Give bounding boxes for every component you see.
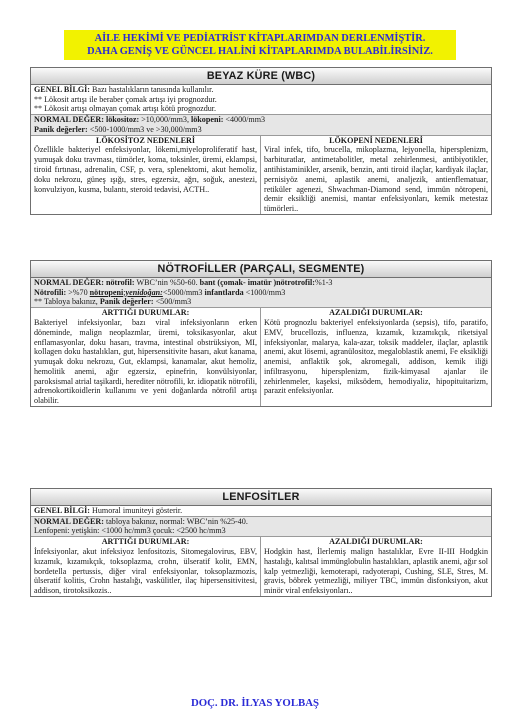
- lenfo-title: LENFOSİTLER: [31, 489, 491, 506]
- lenfo-columns: [31, 537, 491, 596]
- source-banner: [64, 30, 456, 60]
- wbc-columns: [31, 136, 491, 214]
- notrofil-columns: [31, 308, 491, 406]
- notrofil-bant-label: bant (çomak- imatür )nötrotrofil:: [199, 278, 315, 287]
- notrofili-label: Nötrofili:: [34, 287, 67, 297]
- notrofil-increase-title: ARTTIĞI DURUMLAR:: [101, 308, 190, 318]
- lenfo-decrease-text: Hodgkin hast, İlerlemiş malign hastalıklar, Evre II-III Hodgkin hastalığı, kalıtsal immünglobulin hastalıkları, aplastik anemi, ağır sol kalp yetmezliği, kemoterapi, radyoterapi, Cushing, SLE, Stres, M. gravis, böbrek yetmezliği, miliyer TBC, immün disfonksiyon, akut minör viral enfeksiyonları..: [264, 546, 488, 596]
- notrofil-note-a: ** Tabloya bakınız,: [34, 297, 100, 307]
- lenfo-genel-label: GENEL BİLGİ:: [34, 506, 90, 515]
- wbc-note-2: ** Lökosit artışı olmayan çomak artışı kötü prognozdur.: [34, 104, 217, 114]
- notrofil-normal-text: WBC’nin %50-60.: [134, 278, 200, 287]
- lenfopeni-line: Lenfopeni: yetişkin: <1000 hc/mm3 çocuk: <2500 hc/mm3: [34, 526, 226, 536]
- notrofil-normal-values: [31, 278, 491, 308]
- lenfo-decrease-column: [261, 537, 491, 596]
- yenidogan-label: yenidoğan:: [125, 287, 163, 297]
- author-signature: DOÇ. DR. İLYAS YOLBAŞ: [190, 697, 320, 709]
- infant-value: <1000/mm3: [243, 287, 286, 297]
- wbc-genel-text: Bazı hastalıkların tanısında kullanılır.: [90, 85, 214, 94]
- notrofil-panik-label: Panik değerler:: [99, 297, 154, 307]
- wbc-genel-label: GENEL BİLGİ:: [34, 85, 90, 94]
- lenfo-increase-title: ARTTIĞI DURUMLAR:: [101, 537, 190, 547]
- wbc-note-1: ** Lökosit artışı ile beraber çomak artışı iyi prognozdur.: [34, 94, 217, 104]
- lenfo-general-info: [31, 506, 491, 517]
- notrofil-decrease-text: Kötü prognozlu bakteriyel enfeksiyonlarda (sepsis), tifo, paratifo, EMV, brucellozis, influenza, kızamık, kızamıkçık, riketsiyal infeksiyonlar, malarya, kala-azar, toksik maddeler, ilaçlar, aplastik anemi, akut lösemi, agranülositoz, megaloblastik anemi, Fe eksikliği anemisi, anflaktik şok, akromegali, addison, kemik iliği infiltrasyonu, hipersplenizm, fizik-kimyasal ajanlar ile zehirlenmeler, kaşeksi, miksödem, hemodiyaliz, hipopituitarizm, parazit enfeksiyonlar.: [264, 317, 488, 396]
- lokopeni-column: [261, 136, 491, 214]
- lenfo-decrease-title: AZALDIĞI DURUMLAR:: [329, 537, 423, 547]
- wbc-lokopeni-label: lökopeni:: [191, 115, 224, 125]
- wbc-section: [30, 67, 492, 215]
- wbc-title: BEYAZ KÜRE (WBC): [31, 68, 491, 85]
- lokopeni-title: LÖKOPENİ NEDENLERİ: [329, 135, 423, 145]
- lenfo-increase-text: İnfeksiyonlar, akut infeksiyoz lenfositozis, Sitomegalovirus, EBV, kızamık, kızamıkçık, toksoplazma, crohn, ülseratif kolit, EMN, bordetella pertussis, diğer viral enfeksiyonlar, toksoplazmozis, ülseratif kolitis, Crohn hastalığı, vaskülitler, ilaç hipersensitivitesi, addison, tirotoksikozis..: [34, 546, 257, 596]
- notrofil-decrease-column: [261, 308, 491, 406]
- banner-line-1: AİLE HEKİMİ VE PEDİATRİST KİTAPLARIMDAN DERLENMİŞTİR.: [94, 33, 426, 44]
- lenfo-increase-column: [31, 537, 261, 596]
- notrofili-value: >%70: [66, 287, 90, 297]
- wbc-normal-text-2: <4000/mm3: [223, 115, 266, 125]
- lokositoz-column: [31, 136, 261, 214]
- lokopeni-text: Viral infek, tifo, brucella, mikoplazma, lejyonella, hipersplenizm, barbituratlar, antimetabolitler, metal zehirlenmesi, antibiyotikler, antihistaminikler, arsenik, benzin, anti tiroid ilaçlar, kardiyak ilaçlar, pernisiyöz anemi, aplastik anemi, analjezik, antienflematuar, retiküler agenezi, Shwachman-Diamond send, immün nötropeni, demir eksikliği anemisi, mantar enfeksiyonları, kemik metestaz tümörleri..: [264, 145, 488, 214]
- wbc-general-info: [31, 85, 491, 115]
- wbc-normal-label: NORMAL DEĞER: lökositoz:: [34, 115, 140, 125]
- infant-label: infantlarda: [204, 287, 244, 297]
- banner-line-2: DAHA GENİŞ VE GÜNCEL HALİNİ KİTAPLARIMDA BULABİLİRSİNİZ.: [87, 46, 433, 57]
- wbc-normal-values: [31, 115, 491, 135]
- notrofil-title: NÖTROFİLLER (PARÇALI, SEGMENTE): [31, 261, 491, 278]
- wbc-normal-text-1: >10,000/mm3,: [139, 115, 191, 125]
- notrofil-bant-value: %1-3: [314, 278, 333, 287]
- lenfo-normal-label: NORMAL DEĞER:: [34, 516, 104, 526]
- notrofil-section: [30, 260, 492, 407]
- notrofil-panik-value: <500/mm3: [153, 297, 192, 307]
- yenidogan-value: <5000/mm3: [162, 287, 205, 297]
- lokositoz-text: Özellikle bakteriyel enfeksiyonlar, lökemi,miyeloproliferatif hast, yumuşak doku travması, tümörler, koma, toksinler, üremi, eklampsi, tiroid fırtınası, adrenalin, CSF, p. vera, splenektomi, akut hemoliz, doku nekrozu, güneş ışığı, stres, egzersiz, ağrı, soğuk, anestezi, konvulziyon, kusma, bulantı, steroid tedavisi, ACTH..: [34, 145, 257, 194]
- lenfo-normal-values: [31, 517, 491, 537]
- wbc-panik-label: Panik değerler:: [34, 124, 88, 134]
- notrofil-increase-column: [31, 308, 261, 406]
- lenfo-genel-text: Humoral imuniteyi gösterir.: [90, 506, 183, 515]
- notrofil-decrease-title: AZALDIĞI DURUMLAR:: [329, 308, 423, 318]
- notropeni-label: nötropeni: [89, 287, 124, 297]
- lokositoz-title: LÖKOSİTOZ NEDENLERİ: [95, 135, 196, 145]
- notrofil-increase-text: Bakteriyel infeksiyonlar, bazı viral infeksiyonların erken döneminde, malign neoplazmlar, üremi, toksikasyonlar, akut enflamasyonlar, doku hasarı, travma, intestinal obstrüksiyon, MI, kollagen doku hastalıkları, gut, hipersensitivite hasarı, akut kanama, yumuşak doku nekrozu, Gut, eklampsi, kanamalar, akut hemoliz, hemolitik anemi, ağır egzersiz, epinefrin, konvülsiyonlar, paroksismal atrial taşikardi, herediter nötrofili, kr. idiopatik nötrofili, adrenokortikoidlerin kullanımı ve yeni doğanlarda nötrofil artışı olabilir.: [34, 317, 257, 406]
- lenfo-normal-text: tabloya bakınız, normal: WBC’nin %25-40.: [103, 516, 248, 526]
- notropeni-sep: ;: [123, 287, 126, 297]
- wbc-panik-text: <500-1000/mm3 ve >30,000/mm3: [87, 124, 202, 134]
- lenfo-section: [30, 488, 492, 597]
- notrofil-normal-label: NORMAL DEĞER: nötrofil:: [34, 278, 135, 287]
